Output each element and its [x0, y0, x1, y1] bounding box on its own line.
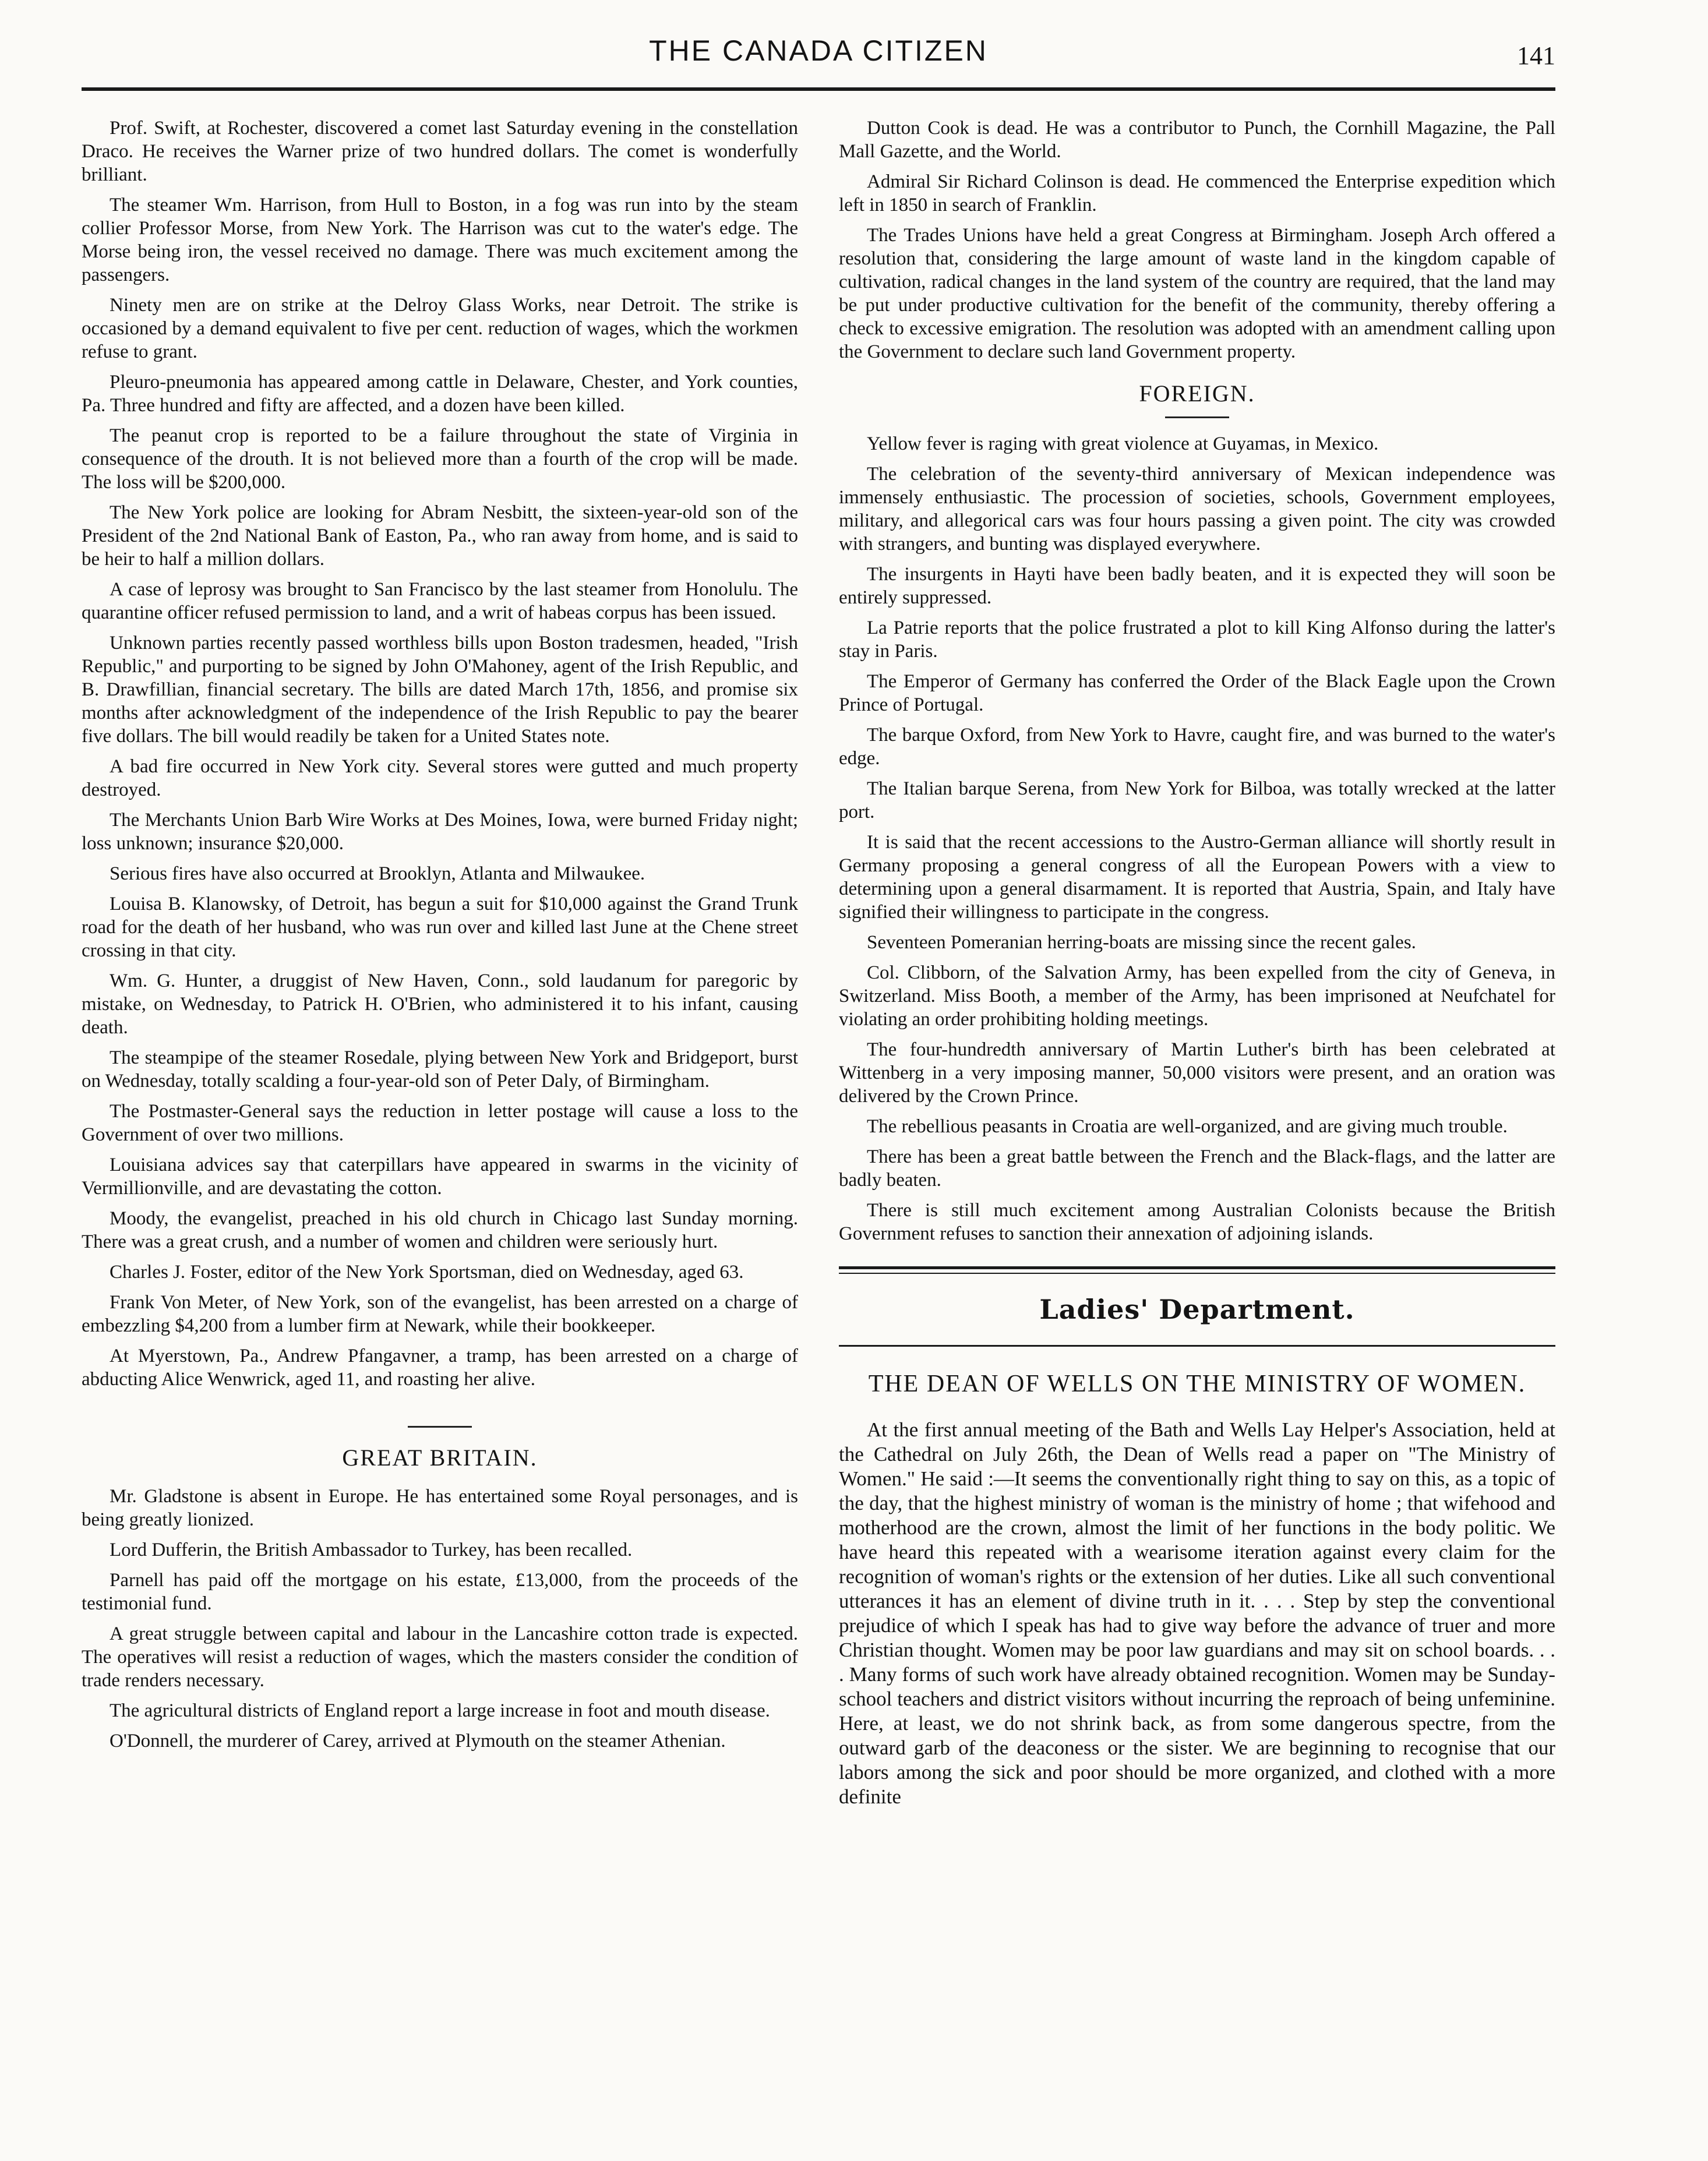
- great-britain-items: [82, 1485, 798, 1753]
- page-header: [82, 23, 1555, 91]
- newspaper-page: [82, 23, 1555, 2132]
- news-item: The Trades Unions have held a great Congress at Birmingham. Joseph Arch offered a resolution that, considering the large amount of waste land in the kingdom capable of cultivation, radical changes in the land system of the country are required, that the land may be put under productive cultivation for the benefit of the community, thereby offering a check to excessive emigration. The resolution was adopted with an amendment calling upon the Government to declare such land Government property.: [839, 225, 1555, 362]
- news-item: The barque Oxford, from New York to Havre, caught fire, and was burned to the water's edge.: [839, 725, 1555, 769]
- news-item: The four-hundredth anniversary of Martin Luther's birth has been celebrated at Wittenberg in a very imposing manner, 50,000 visitors were present, and an oration was delivered by the Crown Prince.: [839, 1039, 1555, 1107]
- news-item: There has been a great battle between the French and the Black-flags, and the latter are badly beaten.: [839, 1146, 1555, 1191]
- masthead-title: THE CANADA CITIZEN: [649, 34, 988, 67]
- news-item: Moody, the evangelist, preached in his old church in Chicago last Sunday morning. There was a great crush, and a number of women and children were seriously hurt.: [82, 1208, 798, 1252]
- news-item: Louisa B. Klanowsky, of Detroit, has begun a suit for $10,000 against the Grand Trunk road for the death of her husband, who was run over and killed last June at the Chene street crossing in that city.: [82, 894, 798, 961]
- news-item: Seventeen Pomeranian herring-boats are missing since the recent gales.: [867, 932, 1416, 953]
- news-item: A case of leprosy was brought to San Francisco by the last steamer from Honolulu. The quarantine officer refused permission to land, and a writ of habeas corpus has been issued.: [82, 579, 798, 623]
- news-item: Lord Dufferin, the British Ambassador to Turkey, has been recalled.: [110, 1539, 633, 1560]
- news-item: Charles J. Foster, editor of the New York Sportsman, died on Wednesday, aged 63.: [110, 1262, 744, 1283]
- page-number: 141: [1517, 41, 1555, 70]
- news-item: The Emperor of Germany has conferred the Order of the Black Eagle upon the Crown Prince of Portugal.: [839, 671, 1555, 715]
- section-divider: [408, 1426, 472, 1428]
- department-rule: [839, 1266, 1555, 1274]
- news-item: Yellow fever is raging with great violence at Guyamas, in Mexico.: [867, 433, 1379, 454]
- news-item: Unknown parties recently passed worthless bills upon Boston tradesmen, headed, "Irish Republic," and purporting to be signed by John O'Mahoney, agent of the Irish Republic, and B. Drawfillian, financial secretary. The bills are dated March 17th, 1856, and promise six months after acknowledgment of the independence of the Irish Republic to pay the bearer five dollars. The bill would readily be taken for a United States note.: [82, 633, 798, 747]
- columns: [82, 116, 1555, 2120]
- news-item: The Merchants Union Barb Wire Works at Des Moines, Iowa, were burned Friday night; loss unknown; insurance $20,000.: [82, 810, 798, 854]
- ladies-department-heading: Ladies' Department.: [1039, 1294, 1355, 1325]
- news-item: The insurgents in Hayti have been badly beaten, and it is expected they will soon be entirely suppressed.: [839, 564, 1555, 608]
- news-item: At Myerstown, Pa., Andrew Pfangavner, a tramp, has been arrested on a charge of abducting Alice Wenwrick, aged 11, and roasting her alive.: [82, 1346, 798, 1390]
- great-britain-heading: GREAT BRITAIN.: [342, 1445, 538, 1471]
- news-item: Wm. G. Hunter, a druggist of New Haven, Conn., sold laudanum for paregoric by mistake, on Wednesday, to Patrick H. O'Brien, who administered it to his infant, causing death.: [82, 970, 798, 1038]
- news-item: A great struggle between capital and labour in the Lancashire cotton trade is expected. The operatives will resist a reduction of wages, which the masters consider the condition of trade renders necessary.: [82, 1623, 798, 1691]
- news-item: It is said that the recent accessions to the Austro-German alliance will shortly result in Germany proposing a general congress of all the European Powers with a view to determining upon a general disarmament. It is reported that Austria, Spain, and Italy have signified their willingness to participate in the congress.: [839, 832, 1555, 923]
- news-item: Pleuro-pneumonia has appeared among cattle in Delaware, Chester, and York counties, Pa. Three hundred and fifty are affected, and a dozen have been killed.: [82, 372, 798, 416]
- department-rule-lower: [839, 1345, 1555, 1347]
- left-column: [82, 116, 798, 1760]
- news-item: The peanut crop is reported to be a failure throughout the state of Virginia in consequence of the drouth. It is not believed more than a fourth of the crop will be made. The loss will be $200,000.: [82, 425, 798, 493]
- news-item: Mr. Gladstone is absent in Europe. He has entertained some Royal personages, and is being greatly lionized.: [82, 1486, 798, 1530]
- news-item: There is still much excitement among Australian Colonists because the British Government refuses to sanction their annexation of adjoining islands.: [839, 1200, 1555, 1244]
- article-body: [839, 1418, 1555, 1809]
- news-items-left: [82, 116, 798, 1391]
- right-column: [839, 116, 1555, 1816]
- news-item: Prof. Swift, at Rochester, discovered a comet last Saturday evening in the constellation Draco. He receives the Warner prize of two hundred dollars. The comet is wonderfully brilliant.: [82, 118, 798, 185]
- news-item: The agricultural districts of England report a large increase in foot and mouth disease.: [110, 1700, 770, 1721]
- news-item: The steampipe of the steamer Rosedale, plying between New York and Bridgeport, burst on Wednesday, totally scalding a four-year-old son of Peter Daly, of Birmingham.: [82, 1047, 798, 1092]
- news-item: Frank Von Meter, of New York, son of the evangelist, has been arrested on a charge of embezzling $4,200 from a lumber firm at Newark, while their bookkeeper.: [82, 1292, 798, 1336]
- news-item: O'Donnell, the murderer of Carey, arrived at Plymouth on the steamer Athenian.: [110, 1731, 726, 1752]
- news-item: Dutton Cook is dead. He was a contributor to Punch, the Cornhill Magazine, the Pall Mall Gazette, and the World.: [839, 118, 1555, 162]
- news-item: The rebellious peasants in Croatia are well-organized, and are giving much trouble.: [867, 1116, 1508, 1137]
- news-item: The New York police are looking for Abram Nesbitt, the sixteen-year-old son of the President of the 2nd National Bank of Easton, Pa., who ran away from home, and is said to be heir to half a million dollars.: [82, 502, 798, 570]
- foreign-heading: FOREIGN.: [1139, 380, 1255, 407]
- news-item: Col. Clibborn, of the Salvation Army, has been expelled from the city of Geneva, in Switzerland. Miss Booth, a member of the Army, has been imprisoned at Neufchatel for violating an order prohibiting holding meetings.: [839, 962, 1555, 1030]
- news-item: The Postmaster-General says the reduction in letter postage will cause a loss to the Government of over two millions.: [82, 1101, 798, 1145]
- news-item: The steamer Wm. Harrison, from Hull to Boston, in a fog was run into by the steam collier Professor Morse, from New York. The Harrison was cut to the water's edge. The Morse being iron, the vessel received no damage. There was much excitement among the passengers.: [82, 195, 798, 285]
- article-paragraph: At the first annual meeting of the Bath and Wells Lay Helper's Association, held at the Cathedral on July 26th, the Dean of Wells read a paper on "The Ministry of Women." He said :—It seems the conventionally right thing to say on this, as a topic of the day, that the highest ministry of woman is the ministry of home ; that wifehood and motherhood are the crown, almost the limit of her functions in the body politic. We have heard this repeated with a wearisome iteration against every claim for the recognition of woman's rights or the extension of her duties. Like all such conventional utterances it has an element of divine truth in it. . . . Step by step the conventional prejudice of which I speak has had to give way before the advance of truer and more Christian thought. Women may be poor law guardians and may sit on school boards. . . . Many forms of such work have already obtained recognition. Women may be Sunday-school teachers and district visitors without incurring the reproach of being unfeminine. Here, at least, we do not shrink back, as from some dangerous spectre, from the outward garb of the deaconess or the sister. We are beginning to recognise that our labors among the sick and poor should be more organized, and clothed with a more definite: [839, 1418, 1555, 1808]
- news-item: A bad fire occurred in New York city. Several stores were gutted and much property destroyed.: [82, 756, 798, 800]
- article-title: THE DEAN OF WELLS ON THE MINISTRY OF WOMEN.: [868, 1371, 1526, 1397]
- news-items-right: [839, 116, 1555, 363]
- news-item: The celebration of the seventy-third anniversary of Mexican independence was immensely enthusiastic. The procession of societies, schools, Government employees, military, and allegorical cars was four hours passing a given point. The city was crowded with strangers, and bunting was displayed everywhere.: [839, 464, 1555, 555]
- news-item: Ninety men are on strike at the Delroy Glass Works, near Detroit. The strike is occasioned by a demand equivalent to five per cent. reduction of wages, which the workmen refuse to grant.: [82, 295, 798, 362]
- foreign-items: [839, 432, 1555, 1245]
- news-item: Louisiana advices say that caterpillars have appeared in swarms in the vicinity of Vermillionville, and are devastating the cotton.: [82, 1154, 798, 1199]
- news-item: Parnell has paid off the mortgage on his estate, £13,000, from the proceeds of the testimonial fund.: [82, 1570, 798, 1614]
- news-item: Admiral Sir Richard Colinson is dead. He commenced the Enterprise expedition which left in 1850 in search of Franklin.: [839, 171, 1555, 216]
- news-item: La Patrie reports that the police frustrated a plot to kill King Alfonso during the latter's stay in Paris.: [839, 617, 1555, 662]
- news-item: Serious fires have also occurred at Brooklyn, Atlanta and Milwaukee.: [110, 863, 645, 884]
- news-item: The Italian barque Serena, from New York for Bilboa, was totally wrecked at the latter port.: [839, 778, 1555, 822]
- section-divider: [1165, 416, 1229, 418]
